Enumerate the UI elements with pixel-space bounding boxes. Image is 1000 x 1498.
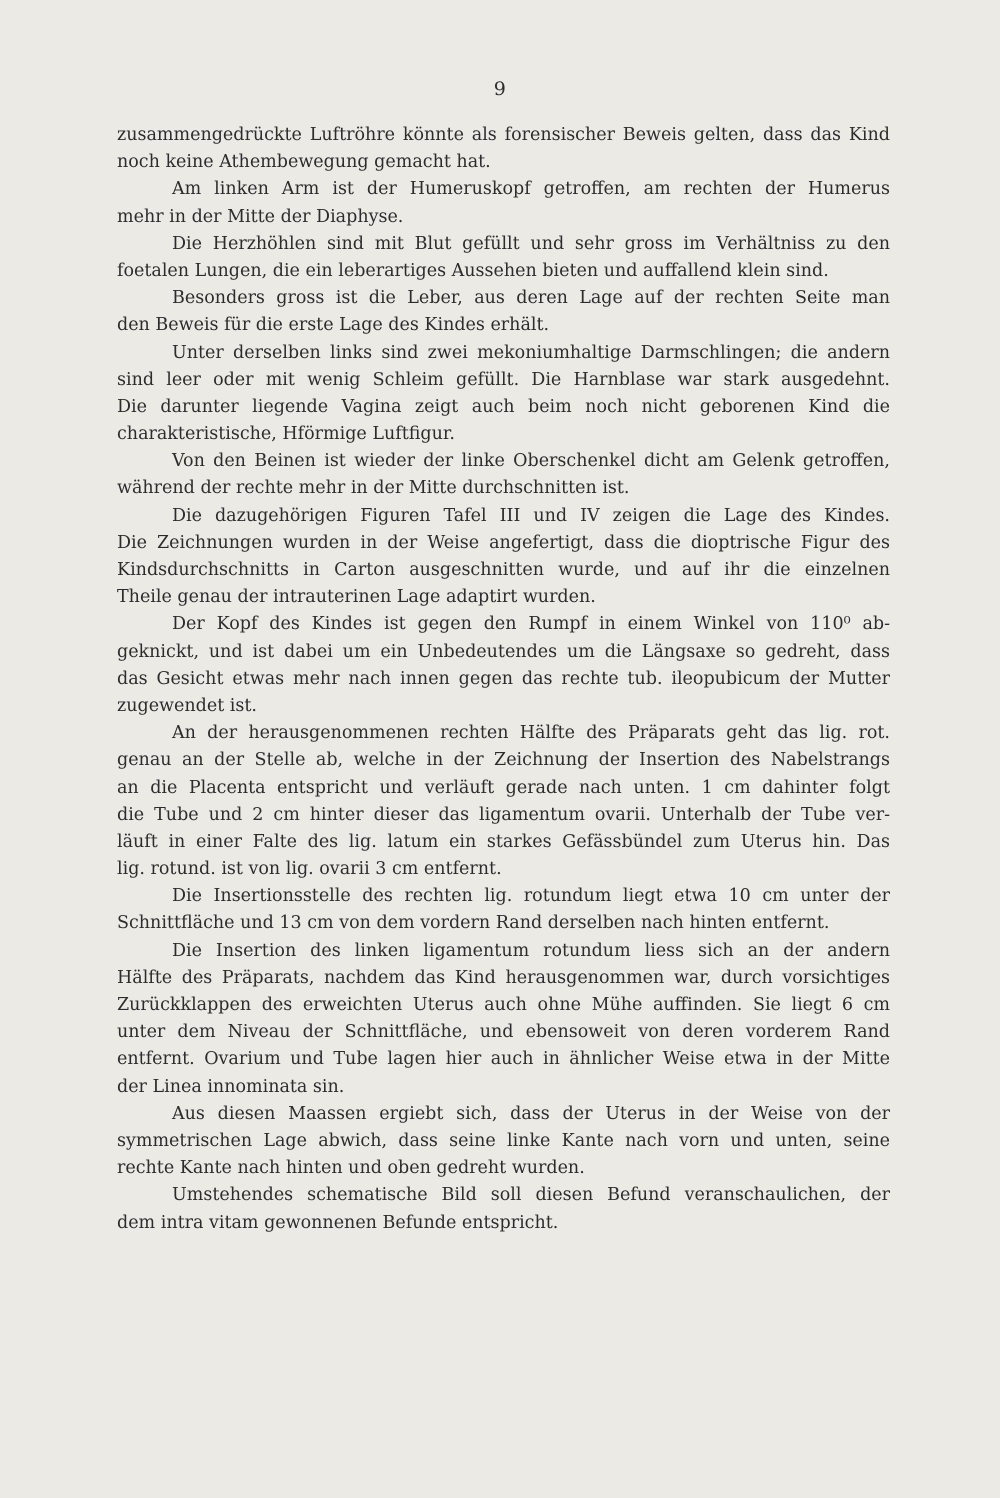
text-line: symmetrischen Lage abwich, dass seine linke Kante nach vorn und unten, seine — [117, 1130, 890, 1151]
paragraph — [117, 176, 890, 230]
paragraph — [117, 1101, 890, 1183]
paragraph — [117, 611, 890, 720]
paragraph — [117, 720, 890, 883]
text-line: Von den Beinen ist wieder der linke Oberschenkel dicht am Gelenk getroffen, — [172, 451, 890, 472]
text-line: unter dem Niveau der Schnittfläche, und ebensoweit von deren vorderem Rand — [117, 1022, 890, 1043]
text-line: noch keine Athembewegung gemacht hat. — [117, 152, 491, 173]
text-line: sind leer oder mit wenig Schleim gefüllt. Die Harnblase war stark ausgedehnt. — [117, 369, 890, 390]
paragraph — [117, 1182, 890, 1236]
text-line: Aus diesen Maassen ergiebt sich, dass der Uterus in der Weise von der — [172, 1103, 890, 1124]
paragraph — [117, 340, 890, 449]
paragraph — [117, 231, 890, 285]
text-line: Kindsdurchschnitts in Carton ausgeschnitten wurde, und auf ihr die einzelnen — [117, 560, 890, 580]
text-line: zugewendet ist. — [117, 695, 257, 716]
text-line: der Linea innominata sin. — [117, 1076, 345, 1097]
text-line: läuft in einer Falte des lig. latum ein starkes Gefässbündel zum Uterus hin. Das — [117, 831, 890, 852]
text-line: Besonders gross ist die Leber, aus deren Lage auf der rechten Seite man — [172, 288, 890, 309]
text-line: Schnittfläche und 13 cm von dem vordern Rand derselben nach hinten entfernt. — [117, 913, 830, 934]
text-line: lig. rotund. ist von lig. ovarii 3 cm entfernt. — [117, 859, 502, 880]
text-line: Umstehendes schematische Bild soll diesen Befund veranschaulichen, der — [172, 1185, 890, 1206]
text-line: Zurückklappen des erweichten Uterus auch ohne Mühe auffinden. Sie liegt 6 cm — [117, 995, 890, 1015]
text-line: charakteristische, Hförmige Luftfigur. — [117, 424, 455, 445]
paragraph — [117, 503, 890, 612]
text-line: foetalen Lungen, die ein leberartiges Aussehen bieten und auffallend klein sind. — [117, 260, 829, 281]
text-line: Die Herzhöhlen sind mit Blut gefüllt und sehr gross im Verhältniss zu den — [172, 233, 890, 254]
text-line: die Tube und 2 cm hinter dieser das ligamentum ovarii. Unterhalb der Tube ver- — [117, 804, 890, 825]
text-line: Unter derselben links sind zwei mekoniumhaltige Darmschlingen; die andern — [172, 342, 890, 363]
text-line: dem intra vitam gewonnenen Befunde entspricht. — [117, 1212, 559, 1233]
page-number: 9 — [493, 78, 507, 100]
text-line: mehr in der Mitte der Diaphyse. — [117, 206, 404, 227]
text-line: Die Insertionsstelle des rechten lig. rotundum liegt etwa 10 cm unter der — [172, 886, 890, 907]
paragraph — [117, 285, 890, 339]
text-line: Hälfte des Präparats, nachdem das Kind herausgenommen war, durch vorsichtiges — [117, 967, 890, 988]
text-line: das Gesicht etwas mehr nach innen gegen das rechte tub. ileopubicum der Mutter — [117, 668, 890, 689]
text-line: während der rechte mehr in der Mitte durchschnitten ist. — [117, 478, 630, 499]
text-line: Am linken Arm ist der Humeruskopf getroffen, am rechten der Humerus — [172, 179, 890, 200]
text-line: Die dazugehörigen Figuren Tafel III und IV zeigen die Lage des Kindes. — [172, 505, 890, 526]
text-line: entfernt. Ovarium und Tube lagen hier auch in ähnlicher Weise etwa in der Mitte — [117, 1049, 890, 1070]
paragraph — [117, 883, 890, 937]
text-line: Der Kopf des Kindes ist gegen den Rumpf in einem Winkel von 110⁰ ab- — [172, 614, 890, 635]
paragraph — [117, 938, 890, 1101]
text-line: Die darunter liegende Vagina zeigt auch beim noch nicht geborenen Kind die — [117, 396, 890, 417]
text-line: den Beweis für die erste Lage des Kindes erhält. — [117, 315, 550, 336]
text-line: Theile genau der intrauterinen Lage adaptirt wurden. — [117, 587, 596, 608]
text-line: genau an der Stelle ab, welche in der Zeichnung der Insertion des Nabelstrangs — [117, 750, 890, 771]
text-line: zusammengedrückte Luftröhre könnte als forensischer Beweis gelten, dass das Kind — [117, 125, 890, 145]
text-line: An der herausgenommenen rechten Hälfte des Präparats geht das lig. rot. — [172, 723, 890, 744]
body-text — [117, 122, 890, 1237]
paragraph — [117, 122, 890, 176]
paragraph — [117, 448, 890, 502]
text-line: an die Placenta entspricht und verläuft gerade nach unten. 1 cm dahinter folgt — [117, 777, 890, 798]
text-line: Die Zeichnungen wurden in der Weise angefertigt, dass die dioptrische Figur des — [117, 532, 890, 553]
text-line: Die Insertion des linken ligamentum rotundum liess sich an der andern — [172, 940, 890, 961]
text-line: geknickt, und ist dabei um ein Unbedeutendes um die Längsaxe so gedreht, dass — [117, 641, 890, 662]
text-line: rechte Kante nach hinten und oben gedreht wurden. — [117, 1158, 585, 1179]
